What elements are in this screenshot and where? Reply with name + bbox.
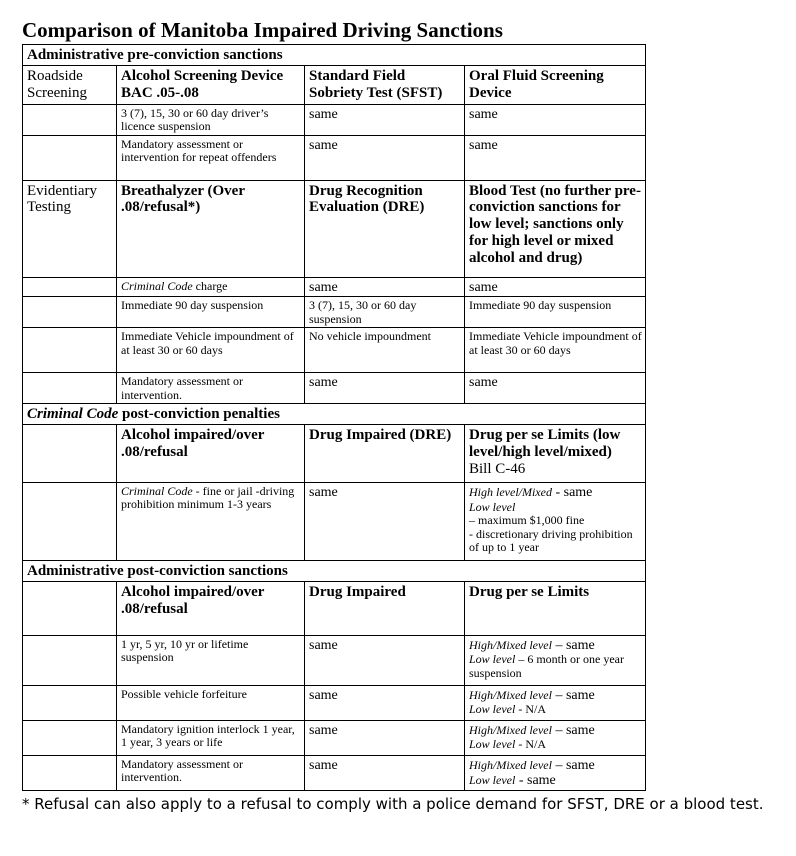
- table-cell: Immediate 90 day suspension: [465, 297, 646, 328]
- empty-cell: [23, 425, 117, 483]
- column-header: Blood Test (no further pre-conviction sanctions for low level; sanctions only for high level or mixed alcohol and drug): [465, 180, 646, 277]
- table-cell: [465, 720, 646, 755]
- table-row: [23, 297, 646, 328]
- table-cell: [465, 635, 646, 685]
- column-header: Alcohol Screening Device BAC .05-.08: [117, 65, 305, 104]
- sanctions-table: [22, 44, 646, 791]
- table-cell: Mandatory assessment or intervention.: [117, 373, 305, 404]
- justified-line: [121, 758, 301, 771]
- table-cell: [465, 483, 646, 561]
- table-cell: same: [305, 135, 465, 180]
- table-cell: [117, 755, 305, 790]
- empty-cell: [23, 755, 117, 790]
- table-row: [23, 483, 646, 561]
- table-cell: same: [465, 135, 646, 180]
- cell-text: - fine or jail -driving prohibition minimum 1-3 years: [121, 484, 295, 512]
- table-row: [23, 277, 646, 297]
- italic-text: Criminal Code: [121, 484, 193, 499]
- cell-text: - N/A: [515, 702, 546, 717]
- italic-text: Low level: [469, 702, 516, 717]
- empty-cell: [23, 135, 117, 180]
- footnote: * Refusal can also apply to a refusal to comply with a police demand for SFST, DRE or a blood test.: [22, 795, 764, 813]
- column-header: Drug Impaired (DRE): [305, 425, 465, 483]
- table-cell: same: [305, 635, 465, 685]
- empty-cell: [23, 685, 117, 720]
- empty-cell: [23, 277, 117, 297]
- section-row: [23, 404, 646, 425]
- table-cell: 3 (7), 15, 30 or 60 day suspension: [305, 297, 465, 328]
- column-header: Drug Recognition Evaluation (DRE): [305, 180, 465, 277]
- column-header: Oral Fluid Screening Device: [465, 65, 646, 104]
- table-row: [23, 373, 646, 404]
- column-header: Alcohol impaired/over .08/refusal: [117, 425, 305, 483]
- cell-text: - discretionary driving prohibition of up to 1 year: [469, 526, 633, 554]
- empty-cell: [23, 104, 117, 135]
- table-cell: 3 (7), 15, 30 or 60 day driver’s licence suspension: [117, 104, 305, 135]
- italic-text: High/Mixed level: [469, 757, 552, 772]
- table-cell: Possible vehicle forfeiture: [117, 685, 305, 720]
- cell-text: - N/A: [515, 737, 546, 752]
- table-cell: same: [305, 104, 465, 135]
- italic-text: Criminal Code: [27, 406, 119, 423]
- header-subtext: Bill C-46: [469, 460, 526, 477]
- header-text: Drug per se Limits (low level/high level/mixed): [469, 427, 621, 460]
- cell-text: - same: [515, 773, 556, 789]
- table-row: [23, 65, 646, 104]
- section-post-conviction: Administrative post-conviction sanctions: [23, 561, 646, 582]
- table-cell: same: [305, 720, 465, 755]
- table-row: [23, 180, 646, 277]
- section-row: [23, 561, 646, 582]
- table-cell: [465, 755, 646, 790]
- table-cell: Immediate Vehicle impoundment of at least 30 or 60 days: [465, 328, 646, 373]
- empty-cell: [23, 720, 117, 755]
- table-cell: Immediate Vehicle impoundment of at least 30 or 60 days: [117, 328, 305, 373]
- table-row: [23, 635, 646, 685]
- empty-cell: [23, 328, 117, 373]
- italic-text: Low level: [469, 499, 516, 514]
- empty-cell: [23, 297, 117, 328]
- cell-text: charge: [192, 278, 228, 293]
- column-header: Alcohol impaired/over .08/refusal: [117, 581, 305, 635]
- table-row: [23, 755, 646, 790]
- row-label-roadside: Roadside Screening: [23, 65, 117, 104]
- cell-text: – same: [551, 687, 595, 703]
- table-cell: same: [305, 685, 465, 720]
- italic-text: Criminal Code: [121, 278, 193, 293]
- table-cell: Mandatory assessment or intervention for repeat offenders: [117, 135, 305, 180]
- empty-cell: [23, 635, 117, 685]
- empty-cell: [23, 373, 117, 404]
- section-criminal-code: [23, 404, 646, 425]
- table-row: [23, 328, 646, 373]
- table-cell: Mandatory ignition interlock 1 year, 1 year, 3 years or life: [117, 720, 305, 755]
- empty-cell: [23, 483, 117, 561]
- section-pre-conviction: Administrative pre-conviction sanctions: [23, 45, 646, 66]
- table-row: [23, 685, 646, 720]
- table-row: [23, 104, 646, 135]
- italic-text: Low level: [469, 737, 516, 752]
- table-cell: same: [305, 373, 465, 404]
- italic-text: Low level: [469, 652, 516, 667]
- column-header: Standard Field Sobriety Test (SFST): [305, 65, 465, 104]
- table-cell: same: [465, 373, 646, 404]
- table-cell: Immediate 90 day suspension: [117, 297, 305, 328]
- column-header: Drug per se Limits: [465, 581, 646, 635]
- column-header: Breathalyzer (Over .08/refusal*): [117, 180, 305, 277]
- cell-text: Mandatory assessment or: [121, 756, 243, 771]
- table-row: [23, 581, 646, 635]
- row-label-evidentiary: Evidentiary Testing: [23, 180, 117, 277]
- table-cell: No vehicle impoundment: [305, 328, 465, 373]
- section-row: [23, 45, 646, 66]
- italic-text: High level/Mixed: [469, 485, 552, 500]
- section-text: post-conviction penalties: [118, 406, 280, 423]
- table-cell: same: [465, 277, 646, 297]
- table-cell: same: [305, 755, 465, 790]
- document-title: Comparison of Manitoba Impaired Driving Sanctions: [22, 18, 503, 42]
- table-cell: same: [305, 277, 465, 297]
- table-cell: [117, 277, 305, 297]
- italic-text: High/Mixed level: [469, 722, 552, 737]
- italic-text: High/Mixed level: [469, 637, 552, 652]
- column-header: [465, 425, 646, 483]
- cell-text: – same: [551, 722, 595, 738]
- table-cell: [465, 685, 646, 720]
- cell-text: – 6 month or one year suspension: [469, 652, 624, 680]
- italic-text: High/Mixed level: [469, 687, 552, 702]
- cell-text: - same: [551, 485, 593, 501]
- italic-text: Low level: [469, 773, 516, 788]
- table-cell: same: [465, 104, 646, 135]
- table-cell: 1 yr, 5 yr, 10 yr or lifetime suspension: [117, 635, 305, 685]
- cell-text: – same: [551, 757, 595, 773]
- table-cell: [117, 483, 305, 561]
- cell-text: intervention.: [121, 770, 182, 785]
- column-header: Drug Impaired: [305, 581, 465, 635]
- cell-text: – same: [551, 637, 595, 653]
- table-row: [23, 135, 646, 180]
- cell-text: – maximum $1,000 fine: [469, 513, 585, 528]
- empty-cell: [23, 581, 117, 635]
- table-row: [23, 425, 646, 483]
- table-cell: same: [305, 483, 465, 561]
- table-row: [23, 720, 646, 755]
